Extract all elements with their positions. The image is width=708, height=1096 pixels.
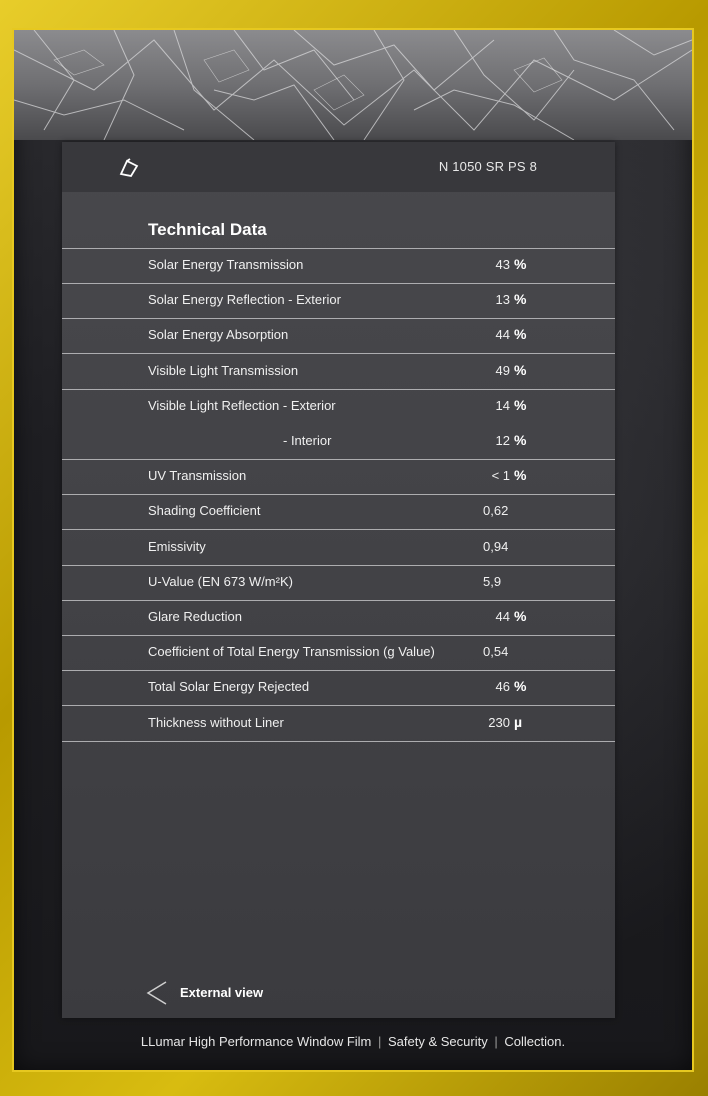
- row-value: 0,54: [483, 644, 509, 660]
- row-unit: %: [514, 396, 527, 413]
- shattered-glass-image: [14, 30, 692, 140]
- data-row: [62, 706, 615, 741]
- section-title: Technical Data: [148, 220, 267, 239]
- row-value: 12: [495, 433, 510, 448]
- data-row: [62, 459, 615, 494]
- footer: [14, 1034, 692, 1049]
- page: [14, 30, 692, 1070]
- row-unit: %: [514, 326, 527, 343]
- row-label: UV Transmission: [148, 468, 247, 484]
- row-unit: %: [514, 291, 527, 308]
- footer-collection: Collection.: [504, 1034, 566, 1049]
- data-row: [62, 389, 615, 424]
- row-unit: %: [514, 256, 527, 272]
- triangle-left-icon[interactable]: [146, 980, 168, 1006]
- row-label: U-Value (EN 673 W/m²K): [148, 573, 293, 589]
- row-unit: %: [514, 608, 527, 624]
- row-value: 43: [495, 257, 510, 272]
- row-value: 230: [488, 714, 510, 730]
- panel-header: [62, 142, 615, 192]
- row-label: Visible Light Transmission: [148, 362, 299, 378]
- pen-icon: [118, 158, 140, 178]
- row-unit: %: [514, 678, 527, 695]
- row-label: Shading Coefficient: [148, 503, 261, 519]
- divider: [62, 741, 615, 742]
- row-label: Solar Energy Transmission: [148, 257, 304, 272]
- data-row: [62, 318, 615, 353]
- row-unit: %: [514, 467, 527, 484]
- row-value: 44: [495, 609, 510, 624]
- row-label: Visible Light Reflection - Exterior: [148, 397, 336, 413]
- row-value: < 1: [491, 468, 510, 484]
- data-row: [62, 354, 615, 389]
- data-row: [62, 635, 615, 670]
- data-row: [62, 283, 615, 318]
- row-label: Coefficient of Total Energy Transmission (g Value): [148, 644, 435, 660]
- footer-collection-name: Safety & Security: [388, 1034, 488, 1049]
- row-value: 5,9: [483, 573, 502, 589]
- technical-data-panel: [62, 142, 615, 1018]
- row-label: Solar Energy Reflection - Exterior: [148, 292, 341, 308]
- row-value: 0,94: [483, 538, 509, 554]
- row-value: 49: [495, 362, 510, 378]
- row-value: 0,62: [483, 503, 509, 519]
- data-row: [62, 600, 615, 635]
- data-row: [62, 530, 615, 565]
- data-row: [62, 670, 615, 705]
- footer-separator: |: [378, 1034, 382, 1049]
- footer-separator: |: [494, 1034, 498, 1049]
- data-row: [62, 565, 615, 600]
- row-label: Total Solar Energy Rejected: [148, 679, 310, 695]
- row-value: 44: [495, 327, 510, 343]
- row-value: 46: [495, 679, 510, 695]
- data-row: [62, 424, 615, 459]
- row-value: 13: [495, 292, 510, 308]
- row-unit: µ: [514, 713, 523, 730]
- row-label: - Interior: [283, 433, 332, 448]
- data-row: [62, 494, 615, 529]
- row-unit: %: [514, 361, 527, 378]
- row-label: Glare Reduction: [148, 609, 242, 624]
- row-label: Solar Energy Absorption: [148, 327, 289, 343]
- data-row: [62, 248, 615, 283]
- row-value: 14: [495, 397, 510, 413]
- external-view-label[interactable]: External view: [180, 985, 264, 1000]
- row-unit: %: [514, 432, 527, 448]
- product-code: N 1050 SR PS 8: [438, 159, 537, 174]
- row-label: Emissivity: [148, 538, 206, 554]
- row-label: Thickness without Liner: [148, 714, 284, 730]
- footer-brand: LLumar High Performance Window Film: [140, 1034, 372, 1049]
